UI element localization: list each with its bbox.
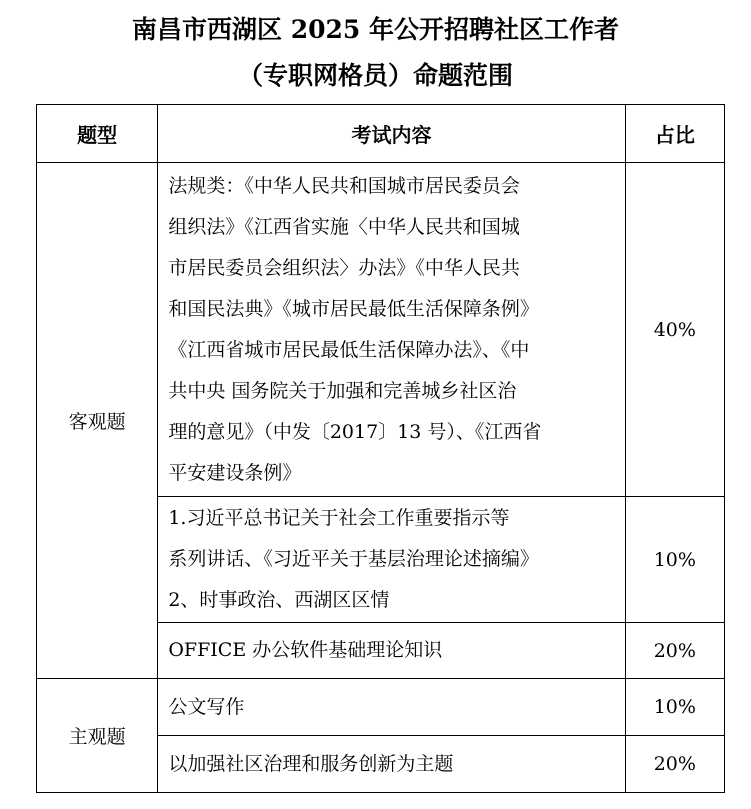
table-header-row [37, 105, 725, 163]
content-line: 共中央 国务院关于加强和完善城乡社区治 [168, 379, 517, 402]
header-exam-content: 考试内容 [158, 105, 625, 163]
ratio-cell: 10% [625, 497, 724, 623]
table-row [37, 679, 725, 736]
content-line: 2、时事政治、西湖区区情 [168, 589, 390, 611]
content-line: 和国民法典》《城市居民最低生活保障条例》 [168, 297, 539, 320]
document-title-line-2: （专职网格员）命题范围 [237, 61, 513, 90]
content-line: 市居民委员会组织法〉办法》《中华人民共 [168, 256, 520, 279]
content-line: 《江西省城市居民最低生活保障办法》、《中 [168, 338, 530, 361]
exam-scope-table [36, 104, 725, 793]
question-type-subjective: 主观题 [37, 679, 158, 793]
content-line: OFFICE 办公软件基础理论知识 [168, 639, 443, 661]
content-line: 理的意见》（中发〔2017〕13 号）、《江西省 [168, 420, 542, 443]
content-line: 以加强社区治理和服务创新为主题 [168, 752, 454, 775]
exam-content-cell [158, 623, 625, 679]
content-line: 法规类：《中华人民共和国城市居民委员会 [168, 174, 520, 197]
exam-content-cell [158, 163, 625, 497]
table-row [37, 163, 725, 497]
header-ratio: 占比 [625, 105, 724, 163]
document-title-line-1: 南昌市西湖区 2025 年公开招聘社区工作者 [132, 15, 619, 44]
exam-content-cell [158, 679, 625, 736]
ratio-cell: 40% [625, 163, 724, 497]
content-line: 系列讲话、《习近平关于基层治理论述摘编》 [168, 548, 539, 570]
content-line: 组织法》《江西省实施〈中华人民共和国城 [168, 215, 520, 238]
content-line: 平安建设条例》 [168, 461, 302, 484]
exam-content-cell [158, 736, 625, 793]
ratio-cell: 10% [625, 679, 724, 736]
content-line: 1.习近平总书记关于社会工作重要指示等 [168, 507, 510, 529]
ratio-cell: 20% [625, 736, 724, 793]
ratio-cell: 20% [625, 623, 724, 679]
header-question-type: 题型 [37, 105, 158, 163]
content-line: 公文写作 [168, 695, 245, 718]
exam-content-cell [158, 497, 625, 623]
question-type-objective: 客观题 [37, 163, 158, 679]
